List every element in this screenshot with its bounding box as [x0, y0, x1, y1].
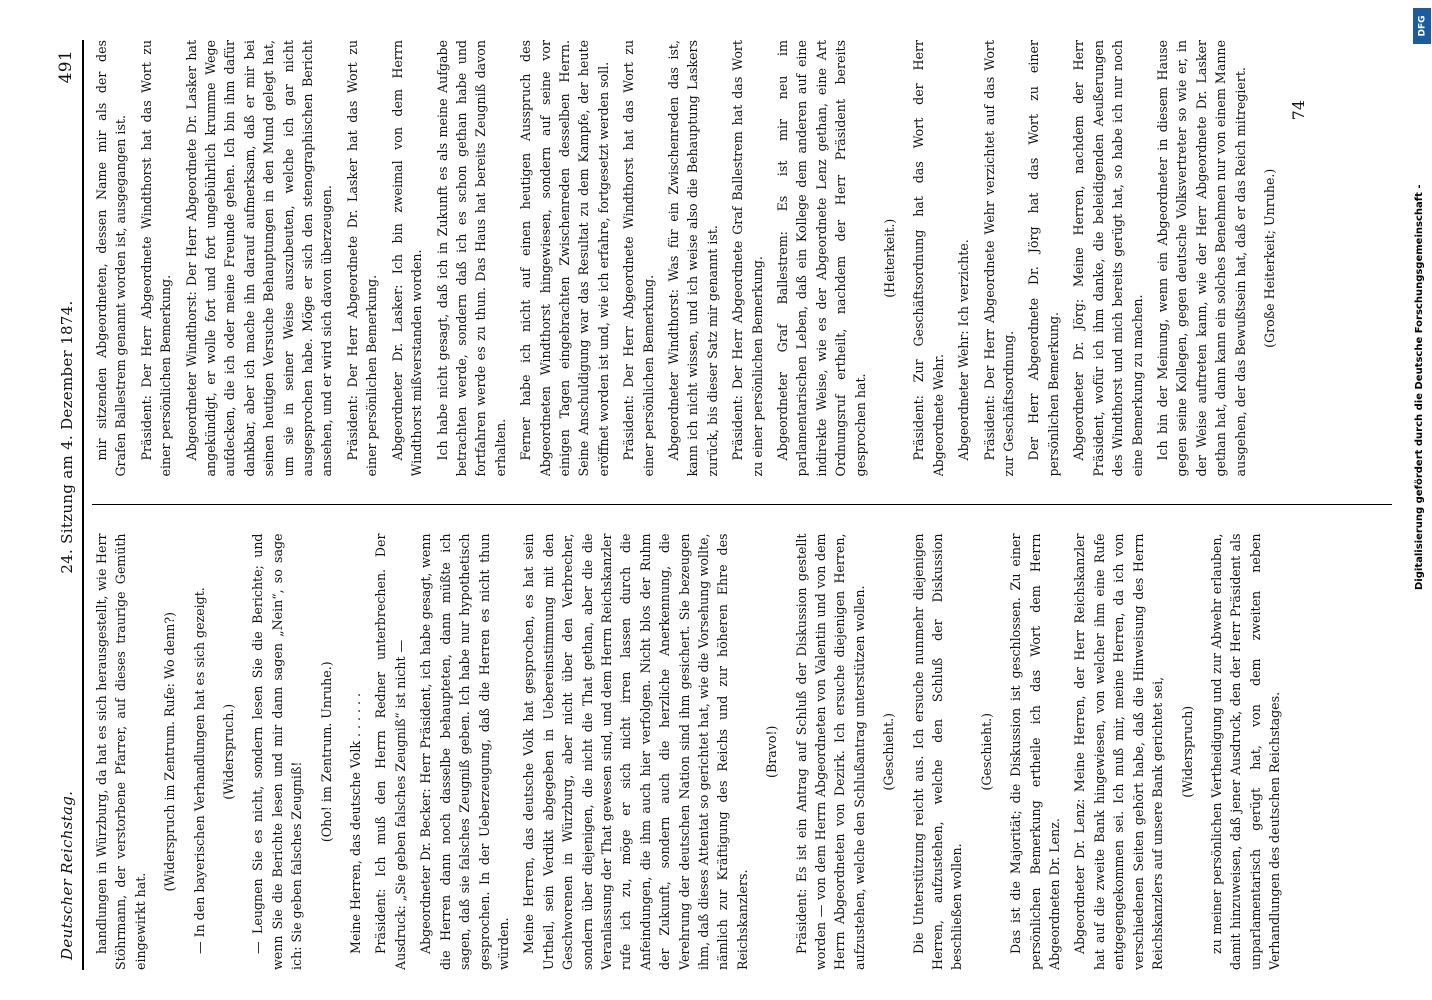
paragraph: Abgeordneter Graf Ballestrem: Es ist mir neu im parlamentarischen Leben, daß ein Kollege dem anderen auf eine indirekte Weise, wie es der Abgeordnete Lenz gethan, eine Art Ordnungsruf ertheilt, nachdem der Herr Präsident bereits gesprochen hat. [775, 40, 868, 477]
dfg-credit: Digitalisierung gefördert durch die Deutsche Forschungsgemeinschaft - [1414, 184, 1425, 590]
paragraph: mir sitzenden Abgeordneten, dessen Name mir als der des Grafen Ballestrem genannt worden ist, ausgegangen ist. [94, 40, 129, 477]
paragraph: (Bravo!) [764, 725, 780, 778]
right-column [92, 40, 1392, 477]
paragraph: Präsident: Zur Geschäftsordnung hat das Wort der Herr Abgeordnete Wehr. [911, 40, 946, 477]
paragraph: zu meiner persönlichen Vertheidigung und zur Abwehr erlauben, damit hinzuweisen, daß jener Ausdruck, den der Herr Präsident als unparlamentarisch gerügt hat, von dem zweiten neben Verhandlungen des deutschen Reichstages. [1208, 533, 1283, 970]
paragraph: (Große Heiterkeit; Unruhe.) [1261, 168, 1277, 348]
paragraph: Ich habe nicht gesagt, daß ich in Zukunft es als meine Aufgabe betrachten werde, sondern daß ich es schon gethan habe und fortfahren werde es zu thun. Das Haus hat bereits Zeugniß davon erhalten. [434, 40, 508, 477]
paragraph: (Heiterkeit.) [882, 218, 898, 298]
paragraph: Abgeordneter Dr. Jörg: Meine Herren, nachdem der Herr Präsident, wofür ich ihm danke, die beleidigenden Aeußerungen des Windthorst und mich bereits gerügt hat, so habe ich nur noch eine Bemerkung zu machen. [1071, 40, 1145, 477]
paragraph: (Widerspruch im Zentrum. Rufe: Wo denn?) [162, 612, 178, 892]
paragraph: — Leugnen Sie es nicht, sondern lesen Sie die Berichte; und wenn Sie die Berichte lesen und mir dann sagen „Nein“, so sage ich: Sie geben falsches Zeugniß! [250, 533, 305, 970]
page-number: 491 [56, 50, 76, 84]
paragraph: Präsident: Es ist ein Antrag auf Schluß der Diskussion gestellt worden — von dem Herrn Abgeordneten von Valentin und von dem Herrn Abgeordneten von Dezirk. Ich ersuche diejenigen Herren, aufzustehen, welche den Schlußantrag unterstützen wollen. [793, 533, 867, 970]
paragraph: (Geschieht.) [978, 712, 994, 791]
paragraph: Meine Herren, das deutsche Volk . . . . . . [348, 692, 364, 954]
paragraph: Abgeordneter Dr. Lasker: Ich bin zweimal von dem Herrn Windthorst mißverstanden worden. [389, 40, 425, 477]
dfg-logo: DFG [1413, 8, 1431, 44]
paragraph: Ich bin der Meinung, wenn ein Abgeordneter in diesem Hause gegen seine Kollegen, gegen deutsche Volksvertreter so wie er, in der Weise auftreten kann, wie der Herr Abgeordnete Dr. Lasker gethan hat, dann kann ein solches Benehmen nur von einem Manne ausgehen, der das Bewußtsein hat, daß er das Reich mitregiert. [1154, 40, 1248, 477]
paragraph: Präsident: Der Herr Abgeordnete Dr. Lasker hat das Wort zu einer persönlichen Bemerkung. [344, 40, 380, 477]
paragraph: (Widerspruch.) [221, 703, 237, 800]
paragraph: Abgeordneter Wehr: Ich verzichte. [956, 239, 972, 461]
paragraph: Abgeordneter Windthorst: Was für ein Zwischenreden das ist, kann ich nicht wissen, und ich weise also die Behauptung Laskers zurück, bis dieser Satz mir genannt ist. [665, 40, 720, 477]
paragraph: Abgeordneter Dr. Becker: Herr Präsident, ich habe gesagt, wenn die Herren dann noch dasselbe behaupteten, dann müßte ich sagen, daß sie falsches Zeugniß geben. Ich habe nur hypothetisch gesprochen. In der Ueberzeugung, daß die Herren es nicht thun würden. [418, 533, 511, 970]
text-columns [92, 40, 1392, 970]
paragraph: (Widerspruch) [1179, 705, 1195, 798]
signature-mark: 74 [1289, 100, 1309, 121]
column-divider [92, 505, 1392, 506]
paragraph: Präsident: Der Herr Abgeordnete Graf Ballestrem hat das Wort zu einer persönlichen Bemerkung. [730, 40, 765, 477]
paragraph: (Geschieht.) [881, 712, 897, 791]
paragraph: Abgeordneter Dr. Lenz: Meine Herren, der Herr Reichskanzler hat auf die zweite Bank hingewiesen, von welcher ihm eine Rufe entgegengekommen sei. Ich muß mir, meine Herren, da ich von verschiedenen Seiten gehört habe, daß die Hinweisung des Herrn Reichskanzlers auf unsere Bank gerichtet sei, [1072, 533, 1166, 970]
paragraph: Das ist die Majorität; die Diskussion ist geschlossen. Zu einer persönlichen Bemerkung ertheile ich das Wort dem Herrn Abgeordneten Dr. Lenz. [1008, 533, 1063, 970]
paragraph: Präsident: Der Herr Abgeordnete Windthorst hat das Wort zu einer persönlichen Bemerkung. [138, 40, 174, 477]
paragraph: Meine Herren, das deutsche Volk hat gesprochen, es hat sein Urtheil, sein Verdikt abgegeben in Uebereinstimmung mit den Geschworenen in Würzburg, aber nicht über den Verbrecher, sondern über diejenigen, die nicht die That gethan, aber die die Veranlassung der That gewesen sind, und dem Herrn Reichskanzler rufe ich zu, möge er sich nicht irren lassen durch die Anfeindungen, die ihm auch hier verfolgen. Nicht blos der Ruhm der Zukunft, sondern auch die herzliche Anerkennung, die Verehrung der deutschen Nation sind ihm gesichert. Sie bezeugen ihm, daß dieses Attentat so gerichtet hat, wie die Vorsehung wollte, nämlich zur Kräftigung des Reichs und zur höheren Ehre des Reichskanzlers. [521, 533, 750, 970]
paragraph: Die Unterstützung reicht aus. Ich ersuche nunmehr diejenigen Herren, aufzustehen, welche den Schluß der Diskussion beschließen wollen. [910, 533, 965, 970]
paragraph: Abgeordneter Windthorst: Der Herr Abgeordnete Dr. Lasker hat angekündigt, er wolle fort und fort ungebührlich krumme Wege aufdecken, die ich oder meine Freunde gehen. Ich bin ihm dafür dankbar, aber ich mache ihn darauf aufmerksam, daß er mir bei seinen heutigen Versuche Behauptungen in den Mund gelegt hat, um sie in seiner Weise auszubeuten, welche ich gar nicht ausgesprochen habe. Möge er sich den stenographischen Bericht ansehen, und er wird sich davon überzeugen. [183, 40, 335, 477]
paragraph: (Oho! im Zentrum. Unruhe.) [318, 661, 334, 843]
paragraph: — In den bayerischen Verhandlungen hat es sich gezeigt. [191, 587, 207, 954]
paragraph: handlungen in Würzburg, da hat es sich herausgestellt, wie Herr Stöhrmann, der verstorbene Pfarrer, auf dieses traurige Gemüth eingewirkt hat. [94, 533, 148, 970]
page-header [38, 40, 84, 970]
paragraph: Präsident: Der Herr Abgeordnete Wehr verzichtet auf das Wort zur Geschäftsordnung. [981, 40, 1017, 477]
header-publication: Deutscher Reichstag. [58, 790, 76, 960]
paragraph: Präsident: Ich muß den Herrn Redner unterbrechen. Der Ausdruck: „Sie geben falsches Zeugniß“ ist nicht — [373, 533, 408, 970]
left-column [92, 534, 1392, 971]
paragraph: Präsident: Der Herr Abgeordnete Windthorst hat das Wort zu einer persönlichen Bemerkung. [621, 40, 656, 477]
paragraph: Der Herr Abgeordnete Dr. Jörg hat das Wort zu einer persönlichen Bemerkung. [1026, 40, 1061, 477]
header-session: 24. Sitzung am 4. Dezember 1874. [58, 300, 76, 574]
paragraph: Ferner habe ich nicht auf einen heutigen Ausspruch des Abgeordneten Windthorst hingewiesen, sondern auf seine vor einigen Tagen eingebrachten Zwischenreden desselben Herrn. Seine Anschuldigung war das Resultat zu dem Kampfe, der heute eröffnet worden ist und, wie ich erfahre, fortgesetzt werden soll. [518, 40, 611, 477]
